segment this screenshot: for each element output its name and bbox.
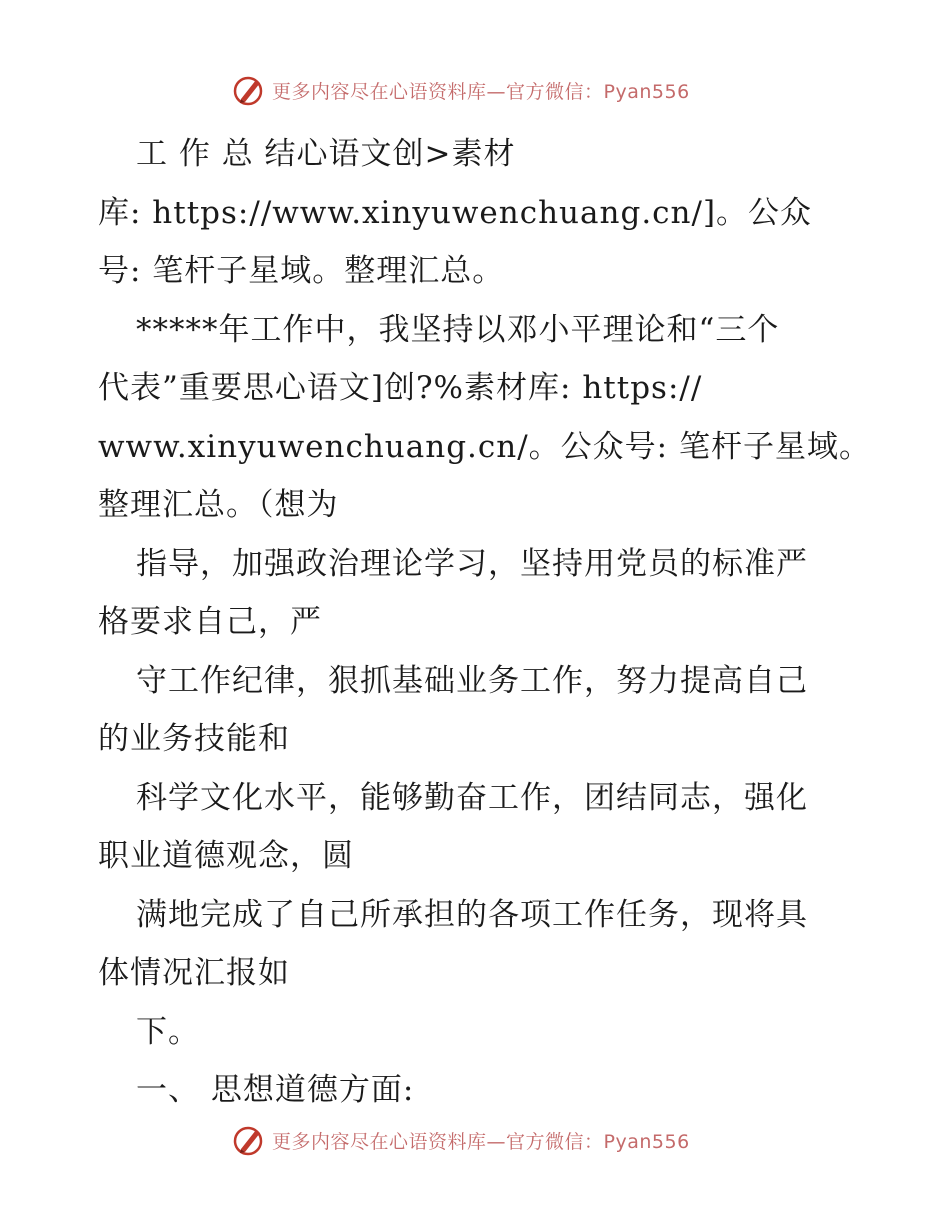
text-line: 库: https://www.xinyuwenchuang.cn/]。公众 bbox=[98, 194, 813, 231]
pen-circle-logo-icon bbox=[232, 1123, 266, 1157]
text-line: 整理汇总。（想为 bbox=[98, 487, 339, 523]
text-line: 格要求自己，严 bbox=[98, 604, 322, 640]
text-line: *****年工作中，我坚持以邓小平理论和“三个 bbox=[136, 311, 780, 348]
text-line: 一、 思想道德方面: bbox=[136, 1072, 415, 1108]
document-body bbox=[98, 125, 871, 1120]
footer-banner bbox=[232, 1122, 690, 1158]
text-line: 科学文化水平，能够勤奋工作，团结同志，强化 bbox=[136, 779, 808, 816]
header-banner bbox=[232, 72, 690, 108]
text-line: 满地完成了自己所承担的各项工作任务，现将具 bbox=[136, 896, 808, 933]
banner-text: 更多内容尽在心语资料库—官方微信：Pyan556 bbox=[272, 80, 690, 103]
text-line: 体情况汇报如 bbox=[98, 955, 290, 991]
text-line: 的业务技能和 bbox=[98, 721, 290, 757]
text-line: 号: 笔杆子星域。整理汇总。 bbox=[98, 253, 505, 289]
text-line: 指导，加强政治理论学习，坚持用党员的标准严 bbox=[136, 545, 808, 582]
pen-circle-logo-icon bbox=[232, 73, 266, 107]
text-line: 守工作纪律，狠抓基础业务工作，努力提高自己 bbox=[136, 662, 808, 699]
text-line: 下。 bbox=[136, 1013, 200, 1050]
banner-text: 更多内容尽在心语资料库—官方微信：Pyan556 bbox=[272, 1130, 690, 1153]
text-line: 职业道德观念，圆 bbox=[98, 838, 354, 874]
text-line: www.xinyuwenchuang.cn/。公众号: 笔杆子星域。 bbox=[98, 428, 871, 465]
text-line: 工 作 总 结心语文创>素材 bbox=[136, 136, 516, 172]
text-line: 代表”重要思心语文]创?%素材库: https:// bbox=[98, 370, 703, 406]
